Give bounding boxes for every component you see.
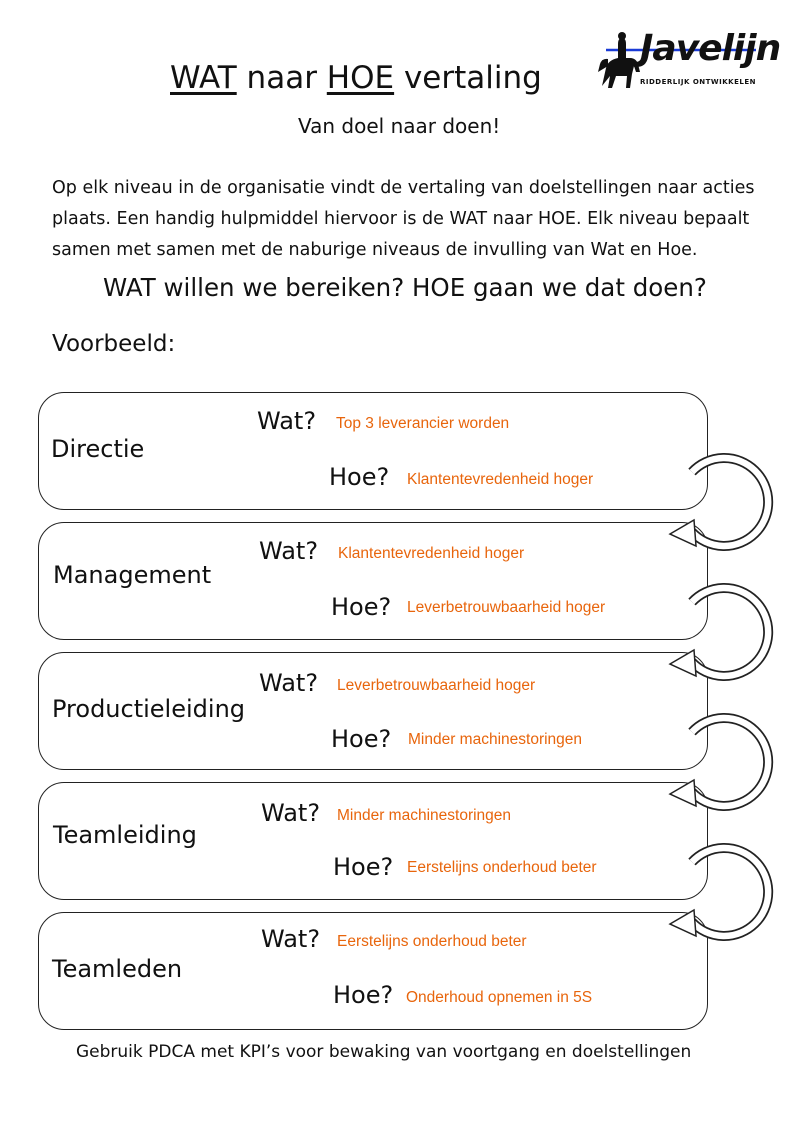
level-name: Teamleiding: [53, 821, 197, 849]
level-name: Teamleden: [52, 955, 183, 983]
wat-answer: Minder machinestoringen: [337, 807, 512, 824]
intro-line: samen met samen met de naburige niveaus de invulling van Wat en Hoe.: [52, 240, 698, 260]
level-name: Productieleiding: [52, 695, 246, 723]
level-name: Management: [53, 561, 212, 589]
hoe-answer: Eerstelijns onderhoud beter: [407, 859, 597, 876]
wat-answer: Eerstelijns onderhoud beter: [337, 933, 527, 950]
hoe-label: Hoe?: [331, 725, 392, 753]
title-hoe: HOE: [326, 60, 395, 96]
level-box-teamleden: [38, 912, 708, 1030]
level-box-management: [38, 522, 708, 640]
hoe-answer: Minder machinestoringen: [408, 731, 583, 748]
intro-line: plaats. Een handig hulpmiddel hiervoor is de WAT naar HOE. Elk niveau bepaalt: [52, 209, 750, 229]
title-wat: WAT: [170, 60, 237, 96]
wat-label: Wat?: [257, 407, 317, 435]
logo-wordmark: Javelijn: [640, 28, 781, 69]
title-vertaling: vertaling: [394, 60, 542, 96]
wat-label: Wat?: [259, 537, 319, 565]
javelijn-logo: [596, 28, 781, 98]
intro-paragraph: [52, 173, 772, 266]
hoe-label: Hoe?: [331, 593, 392, 621]
title-naar: naar: [236, 60, 327, 96]
level-box-productieleiding: [38, 652, 708, 770]
wat-label: Wat?: [261, 799, 321, 827]
intro-line: Op elk niveau in de organisatie vindt de vertaling van doelstellingen naar acties: [52, 178, 755, 198]
logo-tagline: RIDDERLIJK ONTWIKKELEN: [640, 78, 756, 86]
hoe-label: Hoe?: [329, 463, 390, 491]
wat-label: Wat?: [259, 669, 319, 697]
hoe-label: Hoe?: [333, 853, 394, 881]
hoe-answer: Leverbetrouwbaarheid hoger: [407, 599, 606, 616]
level-name: Directie: [51, 435, 145, 463]
level-box-teamleiding: [38, 782, 708, 900]
wat-answer: Leverbetrouwbaarheid hoger: [337, 677, 536, 694]
wat-answer: Top 3 leverancier worden: [336, 415, 510, 432]
footer-note: Gebruik PDCA met KPI’s voor bewaking van voortgang en doelstellingen: [76, 1042, 692, 1062]
example-label: Voorbeeld:: [52, 331, 176, 357]
wat-label: Wat?: [261, 925, 321, 953]
central-question: WAT willen we bereiken? HOE gaan we dat doen?: [103, 273, 707, 302]
hoe-answer: Onderhoud opnemen in 5S: [406, 989, 593, 1006]
level-box-directie: [38, 392, 708, 510]
page-title: [170, 60, 542, 96]
hoe-label: Hoe?: [333, 981, 394, 1009]
subtitle: Van doel naar doen!: [298, 114, 501, 138]
hoe-answer: Klantentevredenheid hoger: [407, 471, 594, 488]
wat-answer: Klantentevredenheid hoger: [338, 545, 525, 562]
